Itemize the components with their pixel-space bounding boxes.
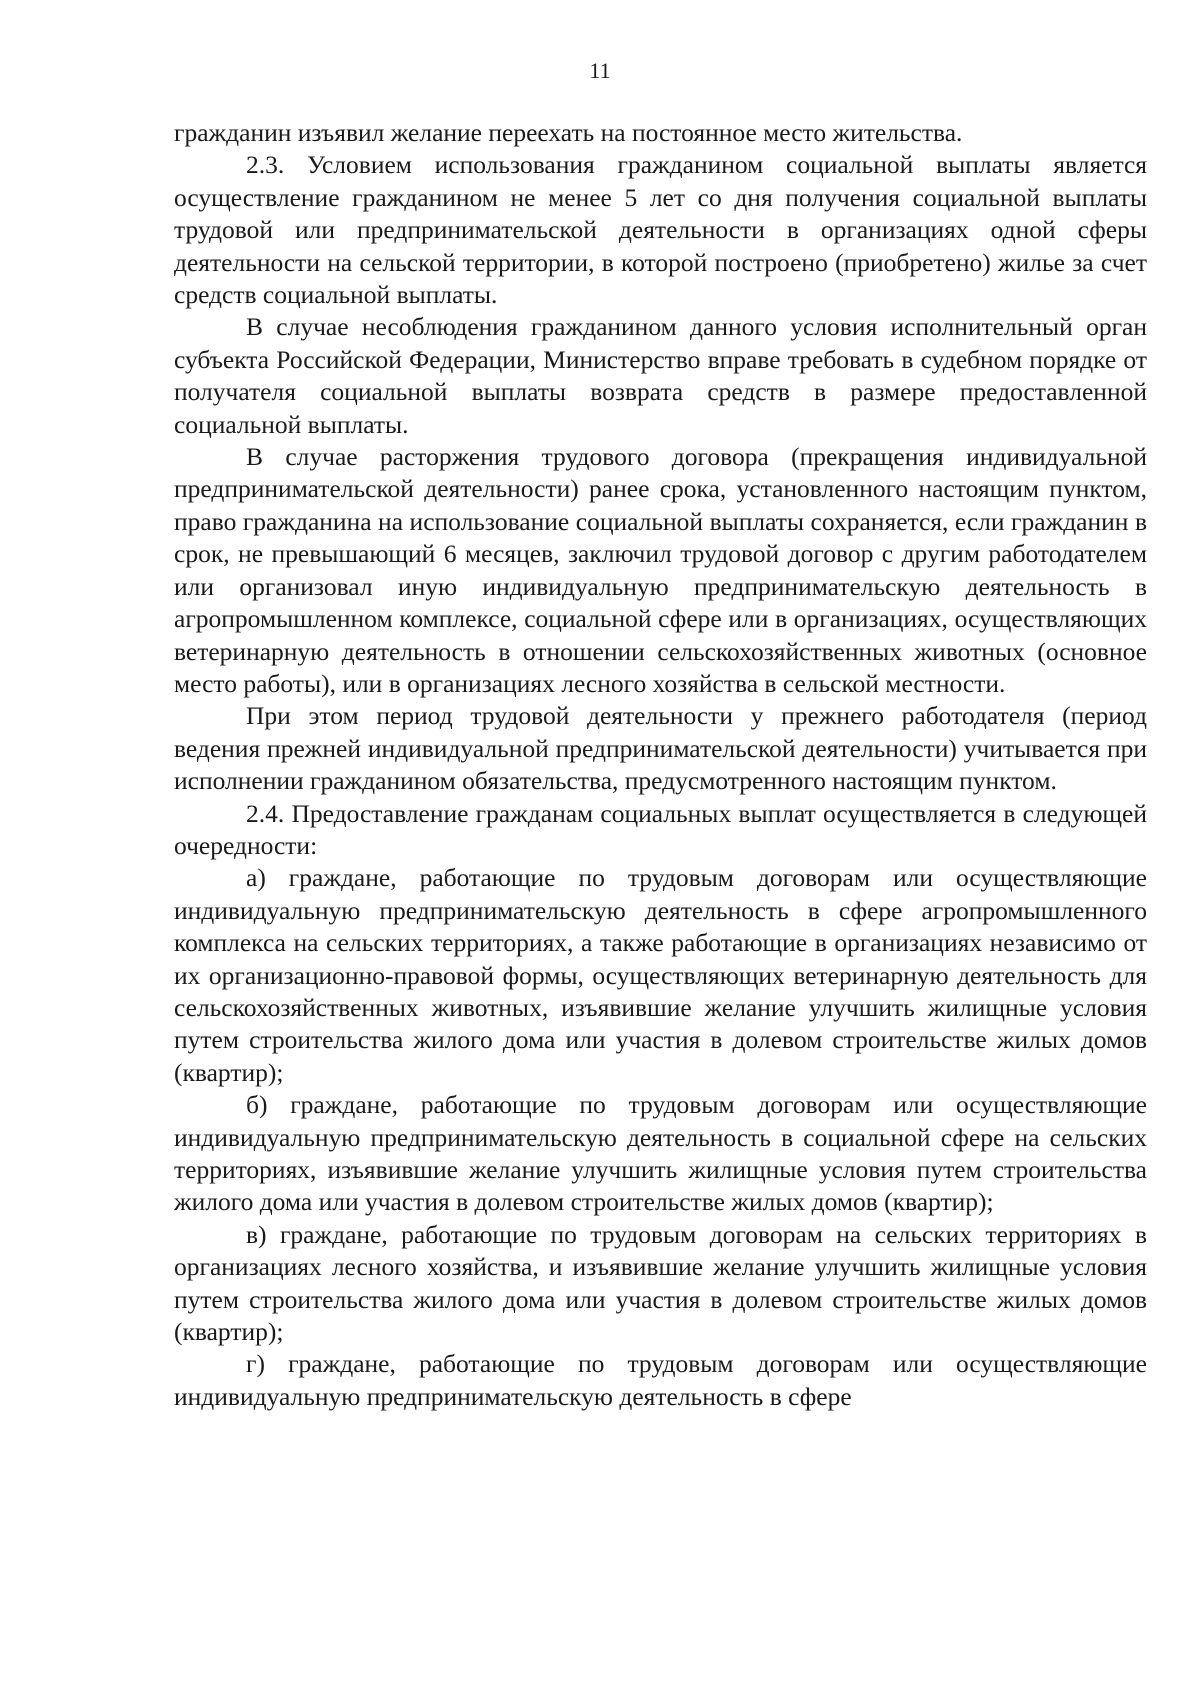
list-item-a: а) граждане, работающие по трудовым договорам или осуществляющие индивидуальную предпринимательскую деятельность в сфере агропромышленного комплекса на сельских территориях, а также работающие в организациях независимо от их организационно-правовой формы, осуществляющих ветеринарную деятельность для сельскохозяйственных животных, изъявившие желание улучшить жилищные условия путем строительства жилого дома или участия в долевом строительстве жилых домов (квартир); [174, 863, 1147, 1087]
list-item-g: г) граждане, работающие по трудовым договорам или осуществляющие индивидуальную предпринимательскую деятельность в сфере [174, 1349, 1147, 1411]
list-item-b: б) граждане, работающие по трудовым договорам или осуществляющие индивидуальную предпринимательскую деятельность в социальной сфере на сельских территориях, изъявившие желание улучшить жилищные условия путем строительства жилого дома или участия в долевом строительстве жилых домов (квартир); [174, 1090, 1147, 1217]
paragraph-2-4: 2.4. Предоставление гражданам социальных выплат осуществляется в следующей очередности: [174, 798, 1147, 860]
paragraph-work-period: При этом период трудовой деятельности у прежнего работодателя (период ведения прежней индивидуальной предпринимательской деятельности) учитывается при исполнении гражданином обязательства, предусмотренного настоящим пунктом. [174, 701, 1147, 796]
page-number: 11 [589, 58, 611, 83]
document-body [174, 117, 1147, 1413]
list-item-v: в) граждане, работающие по трудовым договорам на сельских территориях в организациях лесного хозяйства, и изъявившие желание улучшить жилищные условия путем строительства жилого дома или участия в долевом строительстве жилых домов (квартир); [174, 1219, 1147, 1347]
paragraph-2-3: 2.3. Условием использования гражданином социальной выплаты является осуществление гражданином не менее 5 лет со дня получения социальной выплаты трудовой или предпринимательской деятельности в организациях одной сферы деятельности на сельской территории, в которой построено (приобретено) жилье за счет средств социальной выплаты. [174, 150, 1147, 310]
paragraph-continuation: гражданин изъявил желание переехать на постоянное место жительства. [174, 118, 963, 147]
paragraph-contract-termination: В случае расторжения трудового договора (прекращения индивидуальной предпринимательской деятельности) ранее срока, установленного настоящим пунктом, право гражданина на использование социальной выплаты сохраняется, если гражданин в срок, не превышающий 6 месяцев, заключил трудовой договор с другим работодателем или организовал иную индивидуальную предпринимательскую деятельность в агропромышленном комплексе, социальной сфере или в организациях, осуществляющих ветеринарную деятельность в отношении сельскохозяйственных животных (основное место работы), или в организациях лесного хозяйства в сельской местности. [174, 442, 1147, 698]
paragraph-noncompliance: В случае несоблюдения гражданином данного условия исполнительный орган субъекта Российской Федерации, Министерство вправе требовать в судебном порядке от получателя социальной выплаты возврата средств в размере предоставленной социальной выплаты. [174, 312, 1147, 439]
